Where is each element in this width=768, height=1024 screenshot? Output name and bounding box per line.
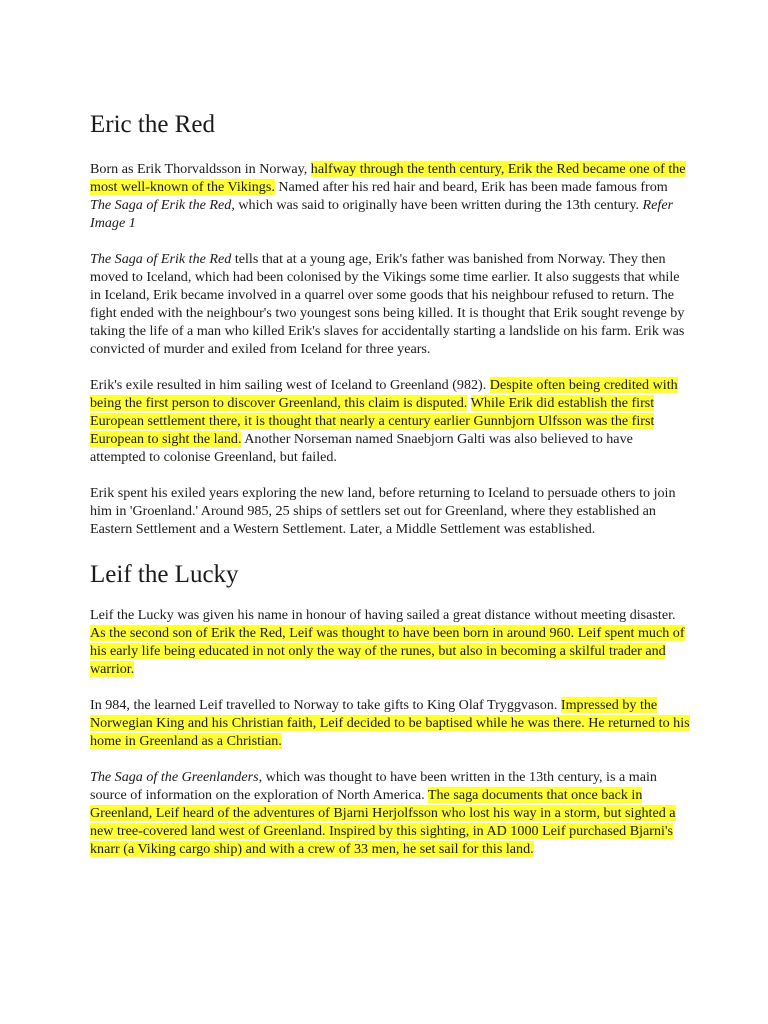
heading-leif-the-lucky: Leif the Lucky (90, 561, 239, 588)
text: In 984, the learned Leif travelled to Norway to take gifts to King Olaf Tryggvason. (90, 697, 561, 713)
paragraph-leif-2 (90, 696, 690, 750)
text: , which was said to originally have been written during the 13th century. (231, 197, 643, 213)
italic-title: The Saga of Erik the Red (90, 251, 232, 267)
paragraph-leif-3 (90, 768, 690, 858)
text: Born as Erik Thorvaldsson in Norway, (90, 161, 311, 177)
paragraph-eric-1 (90, 160, 690, 232)
text: Another Norseman named Snaebjorn Galti was also believed to have attempted to colonise Greenland, but failed. (90, 431, 633, 465)
text: Erik's exile resulted in him sailing west of Iceland to Greenland (982). (90, 377, 490, 393)
paragraph-eric-4: Erik spent his exiled years exploring the new land, before returning to Iceland to persuade others to join him in 'Groenland.' Around 985, 25 ships of settlers set out for Greenland, where they established an Eastern Settlement and a Western Settlement. Later, a Middle Settlement was established. (90, 485, 676, 537)
paragraph-eric-2 (90, 250, 690, 358)
document-content (90, 108, 690, 876)
text: Leif the Lucky was given his name in honour of having sailed a great distance without meeting disaster. (90, 607, 676, 623)
paragraph-eric-3 (90, 376, 690, 466)
highlighted-text: Despite often being credited with being the first person to discover Greenland, this claim is disputed. (90, 377, 678, 411)
italic-title: The Saga of Erik the Red (90, 197, 232, 213)
highlighted-text: halfway through the tenth century, Erik the Red became one of the most well-known of the Vikings. (90, 161, 686, 195)
highlighted-text: While Erik did establish the first European settlement there, it is thought that nearly a century earlier Gunnbjorn Ulfsson was the first European to sight the land. (90, 395, 655, 447)
text: tells that at a young age, Erik's father was banished from Norway. They then moved to Iceland, which had been colonised by the Vikings some time earlier. It also suggests that while in Iceland, Erik became involved in a quarrel over some goods that his neighbour refused to return. The fight ended with the neighbour's two youngest sons being killed. It is thought that Erik sought revenge by taking the life of a man who killed Erik's slaves for accidentally starting a landslide on his farm. Erik was convicted of murder and exiled from Iceland for three years. (90, 251, 685, 357)
highlighted-text: The saga documents that once back in Greenland, Leif heard of the adventures of Bjarni Herjolfsson who lost his way in a storm, but sighted a new tree-covered land west of Greenland. Inspired by this sighting, in AD 1000 Leif purchased Bjarni's knarr (a Viking cargo ship) and with a crew of 33 men, he set sail for this land. (90, 787, 676, 857)
highlighted-text: As the second son of Erik the Red, Leif was thought to have been born in around 960. Leif spent much of his early life being educated in not only the way of the runes, but also in becoming a skilful trader and warrior. (90, 625, 685, 677)
image-reference: Refer Image 1 (90, 197, 674, 231)
heading-eric-the-red: Eric the Red (90, 111, 215, 138)
highlighted-text: Impressed by the Norwegian King and his Christian faith, Leif decided to be baptised while he was there. He returned to his home in Greenland as a Christian. (90, 697, 690, 749)
text: Named after his red hair and beard, Erik has been made famous from (274, 179, 668, 195)
italic-title: The Saga of the Greenlanders (90, 769, 259, 785)
text: , which was thought to have been written in the 13th century, is a main source of information on the exploration of North America. (90, 769, 657, 803)
paragraph-leif-1 (90, 606, 690, 678)
